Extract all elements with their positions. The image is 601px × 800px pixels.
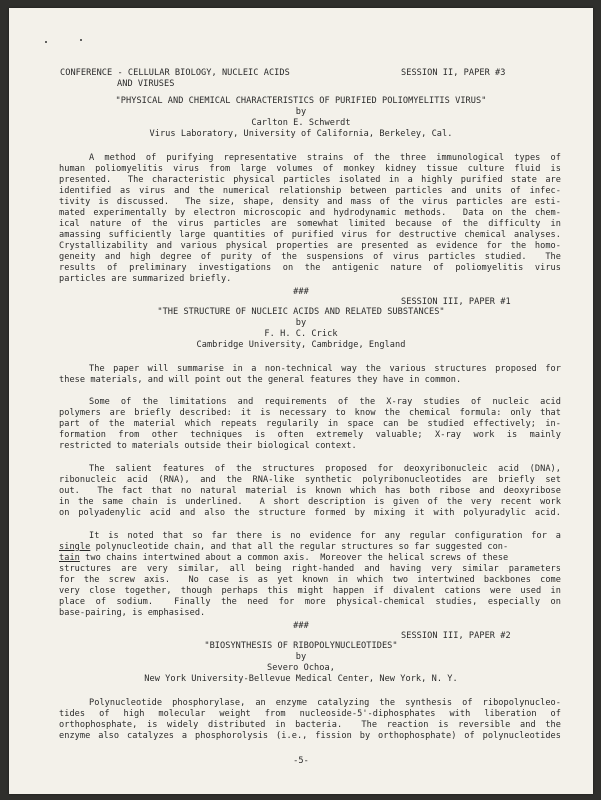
page-number: -5- [293, 756, 309, 766]
paper2-text-line: structures are very similar, all being right-handed and having very similar parameters [59, 564, 561, 574]
paper2-affiliation: Cambridge University, Cambridge, England [196, 340, 406, 350]
speck [80, 39, 82, 41]
separator: ### [293, 621, 309, 631]
paper2-text-line: The salient features of the structures proposed for deoxyribonucleic acid (DNA), [89, 464, 561, 474]
paper2-text-line: these materials, and will point out the general features they have in common. [59, 375, 462, 385]
paper3-text-line: enzyme also catalyzes a phosphorolysis (i.e., fission by orthophosphate) of polynucleotides [59, 731, 561, 741]
paper2-text-line: restricted to materials outside their biological context. [59, 441, 357, 451]
paper3-author: Severo Ochoa, [267, 663, 335, 673]
paper2-text-line: place of sodium. Finally the need for more physical-chemical studies, especially on [59, 597, 561, 607]
paper1-text-line: mated experimentally by electron microscopic and hydrodynamic methods. Data on the chem- [59, 208, 561, 218]
paper1-title: "PHYSICAL AND CHEMICAL CHARACTERISTICS OF PURIFIED POLIOMYELITIS VIRUS" [115, 96, 487, 106]
header-left-line1: CONFERENCE - CELLULAR BIOLOGY, NUCLEIC ACIDS [60, 68, 290, 78]
paper2-by: by [295, 318, 307, 328]
paper2-text-line: polymers are briefly described: it is necessary to know the chemical formula: only that [59, 408, 561, 418]
paper1-affiliation: Virus Laboratory, University of California, Berkeley, Cal. [149, 129, 453, 139]
paper1-text-line: results of preliminary investigations on the antigenic nature of poliomyelitis virus [59, 263, 561, 273]
paper3-affiliation: New York University-Bellevue Medical Center, New York, N. Y. [144, 674, 458, 684]
paper2-text-line: very close together, though perhaps this might happen if divalent cations were used in [59, 586, 561, 596]
paper1-text-line: amassing sufficiently large quantities of purified virus for destructive chemical analyses. [59, 230, 561, 240]
paper2-text-line: for the screw axis. No case is as yet known in which two intertwined backbones come [59, 575, 561, 585]
paper2-text-line: part of the material which repeats regularily in space can be studied effectively; in- [59, 419, 561, 429]
paper1-text-line: presented. The characteristic physical particles isolated in a highly purified state are [59, 175, 561, 185]
paper2-title: "THE STRUCTURE OF NUCLEIC ACIDS AND RELATED SUBSTANCES" [157, 307, 445, 317]
paper1-text-line: A method of purifying representative strains of the three immunological types of [89, 153, 561, 163]
separator: ### [293, 287, 309, 297]
paper2-text-line: formation from other techniques is often extremely valuable; X-ray work is mainly [59, 430, 561, 440]
paper3-title: "BIOSYNTHESIS OF RIBOPOLYNUCLEOTIDES" [204, 641, 398, 651]
paper2-text-line: single polynucleotide chain, and that all the regular structures so far suggested con- [59, 542, 509, 552]
paper1-text-line: tivity is discussed. The size, shape, density and mass of the virus particles are esti- [59, 197, 561, 207]
speck [45, 41, 47, 43]
paper1-text-line: geneity and high degree of purity of the suspensions of virus particles studied. The [59, 252, 561, 262]
header-left-line2: AND VIRUSES [117, 79, 175, 89]
paper1-text-line: Crystallizability and various physical properties are presented as evidence for the homo- [59, 241, 561, 251]
paper3-by: by [295, 652, 307, 662]
paper2-text-line: base-pairing, is emphasised. [59, 608, 206, 618]
paper1-text-line: ical nature of the virus particles are somewhat limited because of the difficulty in [59, 219, 561, 229]
paper2-session: SESSION III, PAPER #1 [401, 297, 511, 307]
paper1-by: by [295, 107, 307, 117]
document-page [9, 8, 593, 794]
paper3-text-line: orthophosphate, is widely distributed in bacteria. The reaction is reversible and the [59, 720, 561, 730]
paper2-text-line: in the same chain is underlined. A short description is given of the very recent work [59, 497, 561, 507]
paper2-text-line: It is noted that so far there is no evidence for any regular configuration for a [89, 531, 561, 541]
paper2-text-line: on polyadenylic acid and also the structure formed by mixing it with polyuradylic acid. [59, 508, 561, 518]
header-session: SESSION II, PAPER #3 [401, 68, 506, 78]
paper2-text-line: Some of the limitations and requirements of the X-ray studies of nucleic acid [89, 397, 561, 407]
paper1-text-line: identified as virus and the numerical relationship between particles and units of infec- [59, 186, 561, 196]
paper3-text-line: tides of high molecular weight from nucleoside-5'-diphosphates with liberation of [59, 709, 561, 719]
paper2-text-line: ribonucleic acid (RNA), and the RNA-like synthetic polyribonucleotides are briefly set [59, 475, 561, 485]
paper3-text-line: Polynucleotide phosphorylase, an enzyme catalyzing the synthesis of ribopolynucleo- [89, 698, 561, 708]
paper1-text-line: human poliomyelitis virus from large volumes of monkey kidney tissue culture fluid is [59, 164, 561, 174]
paper2-text-line: tain two chains intertwined about a common axis. Moreover the helical screws of these [59, 553, 509, 563]
paper3-session: SESSION III, PAPER #2 [401, 631, 511, 641]
emphasis-contain: tain [59, 553, 80, 563]
paper1-author: Carlton E. Schwerdt [251, 118, 351, 128]
paper2-author: F. H. C. Crick [264, 329, 338, 339]
paper2-text-line: The paper will summarise in a non-technical way the various structures proposed for [89, 364, 561, 374]
paper1-text-line: particles are summarized briefly. [59, 274, 232, 284]
paper2-text-line: out. The fact that no natural material is known which has both ribose and deoxyribose [59, 486, 561, 496]
emphasis-single: single [59, 542, 91, 552]
